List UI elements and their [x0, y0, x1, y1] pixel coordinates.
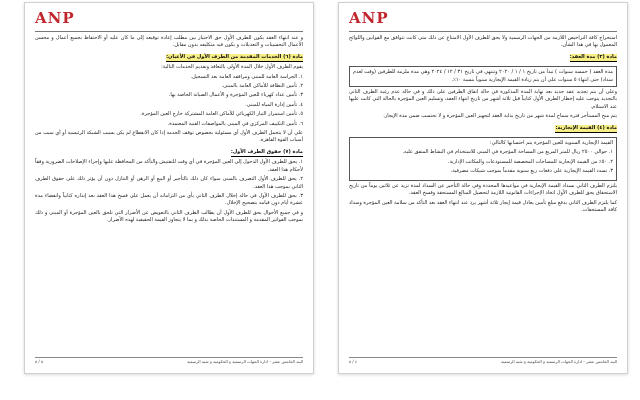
logo-text: ANP [349, 9, 389, 27]
page-number: ٥ / ٥ [35, 359, 44, 364]
logo-text: ANP [35, 9, 75, 27]
section-title: مادة (٤) القيمة الإيجارية: [555, 125, 617, 133]
footer-text: البند الخامس عشر - ادارة الجهات الرسمية و الحكومية و شبه الرسمية [501, 359, 617, 364]
list-item: ٣. يحق للطرف الأول في حالة إخلال الطرف الثاني بأي من التزاماته أن يعمل على فسخ هذا العقد بعد إنذاره كتابياً وانقضاء مدة عشرة أيام دون قيامه بتصحيح الإخلال. [35, 192, 303, 207]
company-logo [35, 11, 87, 29]
body-paragraph: وعلى أن يتم تجديد عقد جديد بعد نهاية المدة المذكورة في حالة اتفاق الطرفين على ذلك و في حالة عدم رغبة الطرف الثاني بالتجديد يتوجب عليه إخطار الطرف الأول كتابياً قبل ثلاثة أشهر من تاريخ انتهاء العقد، وتسليم العين المؤجرة بالحالة التي كانت عليها عند الاستلام. [349, 89, 617, 110]
list-item: ٣. تأمين عداد كهرباء للعين المؤجرة و الأعمال الصيانة الخاصة بها. [168, 92, 303, 99]
note-paragraph: علي أن لا يتحمل الطرف الأول أي مسئولية بخصوص توقف الخدمة إذا كان الانقطاع لم يكن بسبب الشبكة الرئيسية أو أي سبب من أسباب القوة القاهرة. [35, 130, 303, 144]
list-item: ٢. يحق للطرف الأول التصرف بالمبنى سواء كان ذلك بالتأجير أو البيع أو الرهن أو التنازل دون أن يؤثر ذلك على حقوق الطرف الثاني بموجب هذا العقد. [35, 176, 303, 190]
footer-text: البند الخامس عشر - ادارة الجهات الرسمية و الحكومية و شبه الرسمية [187, 359, 303, 364]
page-footer [35, 357, 303, 365]
note-paragraph: يتم منح المستأجر فترة سماح لمدة شهر من تاريخ بداية العقد لتجهيز العين المؤجرة و لا تحتسب ضمن مدة الإيجار. [383, 113, 617, 120]
intro-paragraph: استخراج كافة التراخيص اللازمة من الجهات الرسمية ولا يحق للطرف الأول الامتناع عن ذلك متى كانت تتوافق مع القوانين واللوائح المعمول بها في هذا الشأن. [349, 35, 617, 49]
document-page-right [338, 2, 628, 374]
closing-paragraph: و في جميع الأحوال يحق للطرف الأول أن يطالب الطرف الثاني بالتعويض عن الأضرار التي تلحق بالعين المؤجرة أو المبنى و ذلك بموجب الفواتير المقدمة و المستندات الخاصة بذلك و بما لا يتجاوز القيمة الحقيقية لهذه الأضرار. [35, 209, 303, 224]
intro-paragraph: و عند انتهاء العقد بكون للطرف الأول حق الاختيار بين مطلب إعادة توقيعه إلى ما كان عليه أو الاحتفاظ بجميع أعمال و محسن الأعمال التحسينات و التعديلات و يكون فيه متكليفه بدون مقابل. [35, 35, 303, 49]
page-number: ٤ / ٥ [349, 359, 358, 364]
list-item: ٢. تأمين النظافة للأماكن العامة بالمبنى. [221, 83, 303, 90]
body-paragraph: يلتزم الطرف الثاني بسداد القيمة الإيجارية في مواعيدها المحددة وفي حالة التأخير عن السداد لمدة تزيد عن ثلاثين يوماً من تاريخ الاستحقاق يحق للطرف الأول اتخاذ الإجراءات القانونية اللازمة لتحصيل المبالغ المستحقة وفسخ العقد. [349, 182, 617, 197]
section-title: مادة (٣) مدة العقد: [570, 54, 617, 62]
document-page-left [24, 2, 314, 374]
rent-value-box [349, 137, 617, 181]
page-body [35, 35, 303, 227]
company-logo [349, 11, 401, 29]
list-item: ٣. تسدد القيمة الإيجارية على دفعات ربع سنوية مقدماً بموجب شيكات مصرفية. [450, 168, 613, 175]
list-item: ٢. ٥٠٪ من القيمة الإيجارية للمساحات المخصصة للمستودعات والمكاتب الإدارية. [447, 158, 613, 165]
section-title: مادة (٧) حقوق الطرف الأول: [231, 149, 303, 157]
list-item: ٥. تأمين استمرار التيار الكهربائي للأماكن العامة المشتركة خارج العين المؤجرة. [140, 111, 303, 118]
list-item: ٦. تأمين التكييف المركزي في المبنى بالمواصفات الفنية المعتمدة. [167, 120, 303, 127]
page-body [349, 35, 617, 216]
header-divider [35, 31, 303, 32]
list-item: ١. يحق للطرف الأول الدخول إلى العين المؤجرة في أي وقت للتفتيش والتأكد من المحافظة عليها وإجراء الإصلاحات الضرورية وفقاً لأحكام هذا العقد. [35, 159, 303, 173]
page-footer [349, 357, 617, 365]
list-item: يقوم الطرف الأول خلال المدة الأولى بالتعاقد وتقديم الخدمات التالية: [161, 64, 303, 71]
closing-paragraph: كما يلتزم الطرف الثاني بدفع مبلغ تأمين يعادل قيمة إيجار ثلاثة أشهر يرد عند انتهاء العقد بعد التأكد من سلامة العين المؤجرة وسداد كافة المستحقات. [349, 199, 617, 213]
list-item: ٤. تأمين إدارة المياه للمبنى. [245, 101, 303, 108]
section-title: مادة (٦) الخدمات المقدمة من الطرف الأول في الأعيان: [166, 54, 303, 62]
contract-term-box: مدة العقد ( خمسة سنوات ) تبدأ من تاريخ ١ / ١ / ٢٠٢٠ وتنتهي في تاريخ ٣١ / ١٢ / ٢٠٢٤ وهي مدة ملزمة للطرفين (وقت لعدم سداد) حتى انتهاء ٥ سنوات على أن يتم زيادة القيمة الإيجارية سنوياً بنسبة ١٠٪. [349, 66, 617, 87]
list-item: ١. الحراسة العامة للمبنى ومرافقه العامة بعد التسجيل. [190, 73, 303, 80]
list-item: ١. حوالي ٢٥٠٠ ريال للمتر المربع من المساحة المؤجرة في المبنى للاستخدام في النشاط المتفق عليه. [402, 149, 613, 156]
box-intro: القيمة الإيجارية السنوية للعين المؤجرة يتم احتسابها كالتالي: [489, 140, 613, 147]
header-divider [349, 31, 617, 32]
